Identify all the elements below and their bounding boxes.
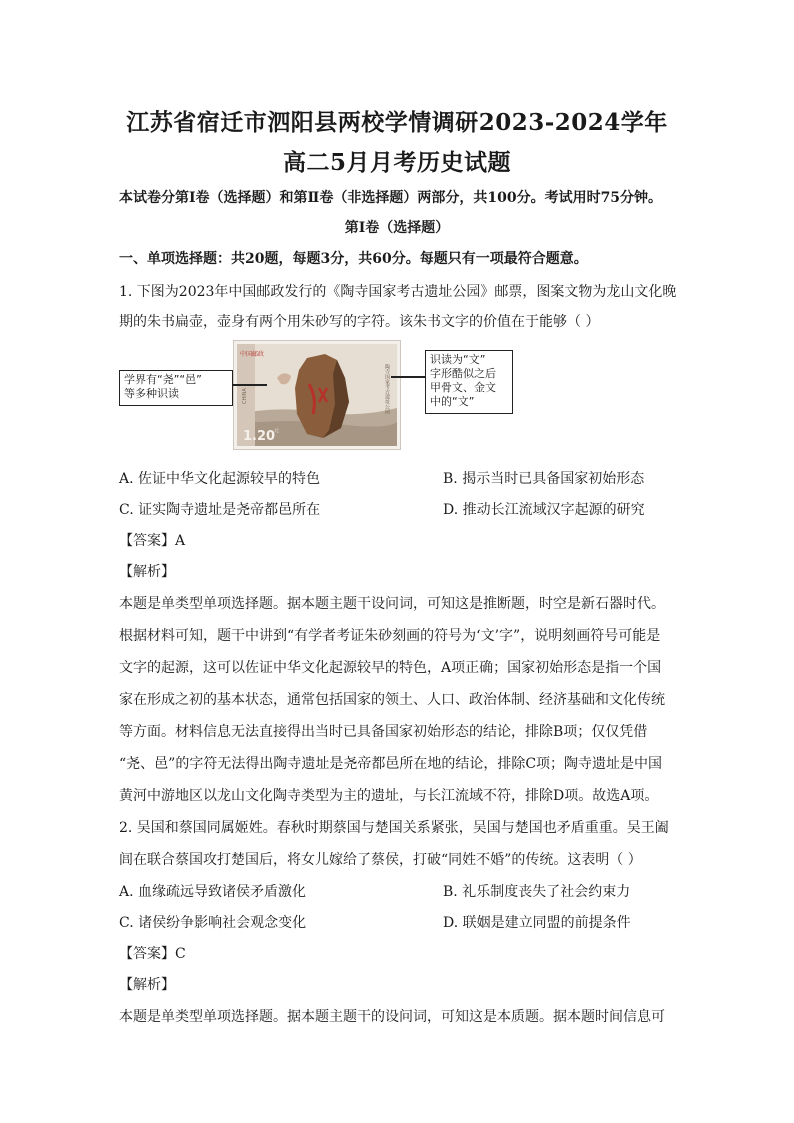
q2-analysis-line: 本题是单类型单项选择题。据本题主题干的设问词，可知这是本质题。据本题时间信息可 <box>119 1009 665 1025</box>
q1-option-b[interactable]: B. 揭示当时已具备国家初始形态 <box>443 471 645 487</box>
q1-analysis-line: 黄河中游地区以龙山文化陶寺类型为主的遗址，与长江流域不符，排除D项。故选A项。 <box>119 788 659 804</box>
q1-option-a[interactable]: A. 佐证中华文化起源较早的特色 <box>119 471 321 487</box>
section-instruction: 一、单项选择题：共20题，每题3分，共60分。每题只有一项最符合题意。 <box>119 251 588 267</box>
q1-analysis-title: 【解析】 <box>119 564 175 580</box>
stamp-side-text: 陶寺国家考古遗址公园 <box>384 364 390 414</box>
callout-left-line2: 等多种识读 <box>124 387 179 400</box>
callout-right <box>425 350 513 414</box>
q1-analysis-line: 等方面。材料信息无法直接得出当时已具备国家初始形态的结论，排除B项；仅仅凭借 <box>119 724 648 740</box>
q1-stem-line2: 期的朱书扁壶，壶身有两个用朱砂写的字符。该朱书文字的价值在于能够（ ） <box>119 314 600 330</box>
stamp-unit: 元 <box>274 428 280 434</box>
q1-analysis-line: 文字的起源，这可以佐证中华文化起源较早的特色，A项正确；国家初始形态是指一个国 <box>119 660 662 676</box>
q1-option-c[interactable]: C. 证实陶寺遗址是尧帝都邑所在 <box>119 502 321 518</box>
q2-stem-line1: 2. 吴国和蔡国同属姬姓。春秋时期蔡国与楚国关系紧张，吴国与楚国也矛盾重重。吴王阖 <box>119 820 669 836</box>
q2-option-d[interactable]: D. 联姻是建立同盟的前提条件 <box>443 915 631 931</box>
q1-analysis-line: 本题是单类型单项选择题。据本题主题干设问词，可知这是推断题，时空是新石器时代。 <box>119 596 665 612</box>
callout-right-line2: 字形酷似之后 <box>430 367 496 380</box>
exam-note: 本试卷分第Ⅰ卷（选择题）和第Ⅱ卷（非选择题）两部分，共100分。考试用时75分钟。 <box>119 190 663 206</box>
q1-analysis-line: “尧、邑”的字符无法得出陶寺遗址是尧帝都邑所在地的结论，排除C项；陶寺遗址是中国 <box>119 756 663 772</box>
callout-right-line3: 甲骨文、金文 <box>430 381 496 394</box>
page-title-line1: 江苏省宿迁市泗阳县两校学情调研2023-2024学年 <box>126 109 668 136</box>
q1-answer: 【答案】A <box>119 533 186 549</box>
stamp-illustration <box>237 344 397 446</box>
stamp-country-en: CHINA <box>242 388 248 404</box>
q2-option-b[interactable]: B. 礼乐制度丧失了社会约束力 <box>443 884 631 900</box>
callout-right-line1: 识读为“文” <box>430 353 486 366</box>
callout-right-line4: 中的“文” <box>430 395 475 408</box>
q1-analysis-line: 家在形成之初的基本状态，通常包括国家的领土、人口、政治体制、经济基础和文化传统 <box>119 692 665 708</box>
q2-option-a[interactable]: A. 血缘疏远导致诸侯矛盾激化 <box>119 884 307 900</box>
page-title-line2: 高二5月月考历史试题 <box>282 149 511 176</box>
q1-option-d[interactable]: D. 推动长江流域汉字起源的研究 <box>443 502 645 518</box>
stamp-figure <box>119 342 509 450</box>
q2-analysis-title: 【解析】 <box>119 977 175 993</box>
q2-answer: 【答案】C <box>119 946 186 962</box>
q1-analysis-line: 根据材料可知，题干中讲到“有学者考证朱砂刻画的符号为‘文’字”，说明刻画符号可能是 <box>119 628 661 644</box>
section-title: 第Ⅰ卷（选择题） <box>344 220 450 236</box>
callout-right-connector <box>391 376 425 378</box>
q2-stem-line2: 闾在联合蔡国攻打楚国后，将女儿嫁给了蔡侯，打破“同姓不婚”的传统。这表明（ ） <box>119 852 642 868</box>
stamp-country: 中国邮政 <box>240 351 265 358</box>
callout-left-connector <box>229 384 267 386</box>
callout-left-line1: 学界有“尧”“邑” <box>124 373 202 386</box>
q1-stem-line1: 1. 下图为2023年中国邮政发行的《陶寺国家考古遗址公园》邮票，图案文物为龙山文化晚 <box>119 284 677 300</box>
stamp-image <box>237 344 397 446</box>
stamp-value: 1.20 <box>243 429 276 444</box>
q2-option-c[interactable]: C. 诸侯纷争影响社会观念变化 <box>119 915 307 931</box>
callout-left <box>119 370 233 406</box>
